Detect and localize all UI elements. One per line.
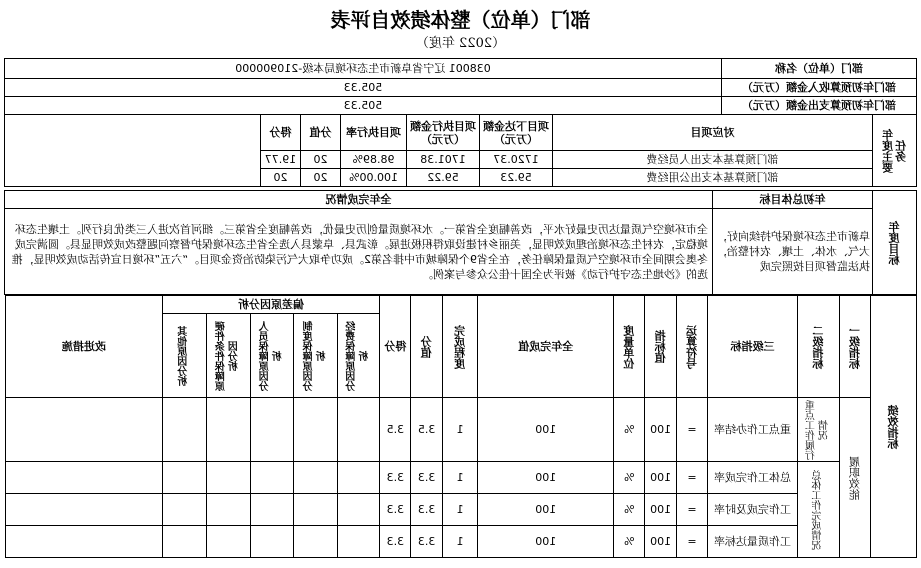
task-rate: 98.89% [341,151,407,169]
dev-cell [250,494,294,526]
dev-col: 制度保障原因分析 [294,314,338,398]
dev-cell [338,494,380,526]
task-weight: 20 [301,151,341,169]
weight-value: 3.5 [411,398,442,462]
actual-value: 100 [478,526,614,558]
col-l1: 一级指标 [839,296,870,398]
dev-cell [338,398,380,462]
target-value: 100 [645,494,676,526]
dev-col: 经费保障原因分析 [338,314,380,398]
table-row [6,494,917,526]
task-budget: 59.23 [480,169,553,187]
dev-cell [294,526,338,558]
task-exec: 1701.38 [407,151,480,169]
initial-goal-text: 阜新市生态环境保护持续向好，大气、水体、土壤、农村整治，执法监督项目按照完成 [713,209,873,295]
target-value: 100 [645,462,676,494]
dev-col: 人员保障原因分析 [250,314,294,398]
done-value: 1 [442,462,478,494]
measure-cell [6,494,163,526]
table-row [6,462,917,494]
indicators-table [5,295,917,558]
col-rate: 项目执行率 [341,115,407,151]
dev-cell [162,462,206,494]
dev-cell [294,494,338,526]
dev-cell [250,526,294,558]
dev-col: 其他原因分析 [162,314,206,398]
col-weight: 分值 [411,296,442,398]
l3-value: 工作完成及时率 [708,494,798,526]
col-score: 得分 [261,115,301,151]
l1-value: 履职效能 [839,398,870,558]
target-value: 100 [645,526,676,558]
l2-value: 重点工作履行情况 [797,398,839,462]
expense-value: 505.33 [5,97,722,115]
weight-value: 3.3 [411,526,442,558]
col-exec: 项目执行金额（万元） [407,115,480,151]
dev-cell [206,526,250,558]
deviation-header: 偏差原因分析 [162,296,379,314]
dev-cell [162,526,206,558]
done-value: 1 [442,494,478,526]
indicators-section-label: 绩效指标 [871,296,917,558]
task-weight: 20 [301,169,341,187]
dev-cell [294,398,338,462]
dev-cell [206,462,250,494]
target-value: 100 [645,398,676,462]
page-subtitle: （2022 年度） [415,36,506,51]
op-value: = [676,526,707,558]
actual-value: 100 [478,398,614,462]
score-value: 3.3 [380,526,411,558]
col-project: 对应项目 [553,115,873,151]
dev-cell [162,398,206,462]
header-table [4,58,917,115]
col-unit: 度量单位 [614,296,645,398]
weight-value: 3.3 [411,462,442,494]
col-l2: 二级指标 [797,296,839,398]
actual-value: 100 [478,462,614,494]
dev-cell [162,494,206,526]
final-goal-label: 全年完成情况 [5,191,713,209]
initial-goal-label: 年初总体目标 [713,191,873,209]
tasks-table [4,114,917,187]
task-exec: 59.22 [407,169,480,187]
col-l3: 三级指标 [708,296,798,398]
income-label: 部门年初预算收入金额（万元） [722,79,917,97]
l3-value: 重点工作办结率 [708,398,798,462]
dev-cell [338,462,380,494]
tasks-blank [5,115,261,187]
weight-value: 3.3 [411,494,442,526]
table-row [6,398,917,462]
done-value: 1 [442,398,478,462]
goals-section-label: 年度目标 [873,191,917,295]
col-actual: 全年完成值 [478,296,614,398]
dev-cell [294,462,338,494]
measure-cell [6,462,163,494]
measure-cell [6,526,163,558]
score-value: 3.3 [380,462,411,494]
task-project: 部门预算基本支出人员经费 [553,151,873,169]
unit-value: % [614,462,645,494]
task-project: 部门预算基本支出公用经费 [553,169,873,187]
final-goal-text: 全市环境空气质量达历史最好水平，改善幅度全省第一。水环境质量创历史最优，改善幅度全省第三。细河首次进入三类优良行列。土壤生态环境稳定，农村生态环境治理成效明显，美丽乡村建设取得积极进展。彰武县、阜蒙县入选全省生态环境保护督察问题整改成效明显县。圆满完成冬奥会期间全市环境空气质量保障任务，在全省9个保障城市中排名第2。成功争取大气污染防治资金项目。“六五”环境日宣传活动成效明显，推选的《沙地生态守护行动》被评为全国十佳公众参与案例。 [5,209,713,295]
table-row [6,526,917,558]
unit-value: % [614,398,645,462]
dev-cell [338,526,380,558]
dev-cell [206,398,250,462]
done-value: 1 [442,526,478,558]
unit-value: % [614,526,645,558]
goals-table [4,190,917,295]
page-title: 部门（单位）整体绩效自评表 [330,8,591,32]
op-value: = [676,462,707,494]
l2-value: 总体工作完成情况 [797,462,839,558]
col-measure: 改进措施 [6,296,163,398]
tasks-section-label: 年度主要任务 [873,115,917,187]
task-score: 20 [261,169,301,187]
actual-value: 100 [478,494,614,526]
task-budget: 1720.37 [480,151,553,169]
measure-cell [6,398,163,462]
op-value: = [676,398,707,462]
col-done: 完成程度 [442,296,478,398]
task-score: 19.77 [261,151,301,169]
unit-value: % [614,494,645,526]
col-target: 指标值 [645,296,676,398]
expense-label: 部门年初预算支出金额（万元） [722,97,917,115]
col-op: 运算符号 [676,296,707,398]
task-rate: 100.00% [341,169,407,187]
dev-col: 硬件条件保障原因分析 [206,314,250,398]
col-weight: 分值 [301,115,341,151]
op-value: = [676,494,707,526]
score-value: 3.5 [380,398,411,462]
l3-value: 总体工作完成率 [708,462,798,494]
dev-cell [250,462,294,494]
income-value: 505.33 [5,79,722,97]
col-score: 得分 [380,296,411,398]
dept-name-value: 038001 辽宁省阜新市生态环境局本级-210900000 [5,59,722,79]
score-value: 3.3 [380,494,411,526]
dept-name-label: 部门（单位）名称 [722,59,917,79]
dev-cell [250,398,294,462]
dev-cell [206,494,250,526]
l3-value: 工作质量达标率 [708,526,798,558]
col-budget: 项目下达金额（万元） [480,115,553,151]
